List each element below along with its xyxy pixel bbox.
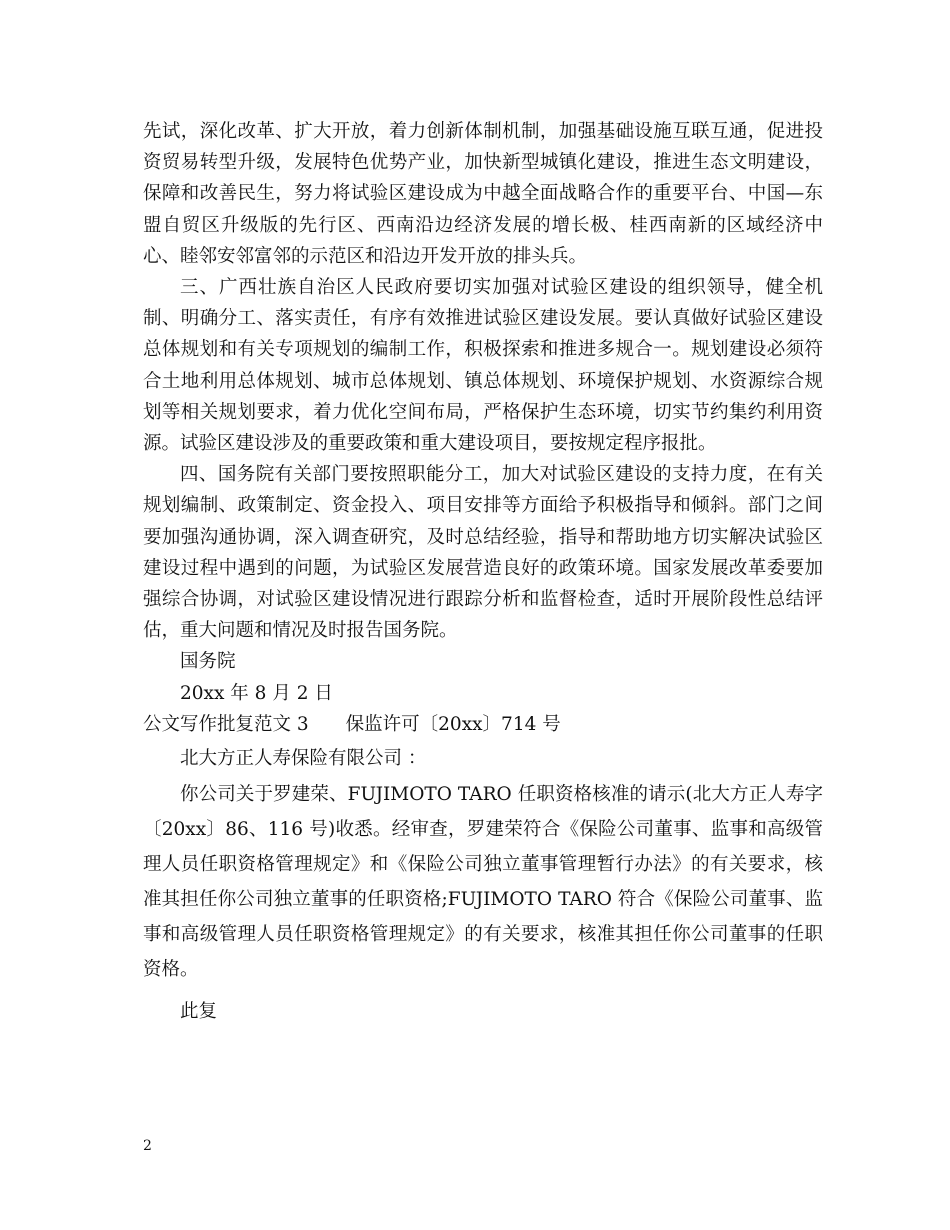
document-body [143,116,823,1030]
paragraph-section-four: 四、国务院有关部门要按照职能分工，加大对试验区建设的支持力度，在有关规划编制、政策制定、资金投入、项目安排等方面给予积极指导和倾斜。部门之间要加强沟通协调，深入调查研究，及时总结经验，指导和帮助地方切实解决试验区建设过程中遇到的问题，为试验区发展营造良好的政策环境。国家发展改革委要加强综合协调，对试验区建设情况进行跟踪分析和监督检查，适时开展阶段性总结评估，重大问题和情况及时报告国务院。 [143,464,823,642]
signer-name: 国务院 [180,651,236,673]
paragraph-section-three: 三、广西壮族自治区人民政府要切实加强对试验区建设的组织领导，健全机制、明确分工、落实责任，有序有效推进试验区建设发展。要认真做好试验区建设总体规划和有关专项规划的编制工作，积极探索和推进多规合一。规划建设必须符合土地利用总体规划、城市总体规划、镇总体规划、环境保护规划、水资源综合规划等相关规划要求，着力优化空间布局，严格保护生态环境，切实节约集约利用资源。试验区建设涉及的重要政策和重大建设项目，要按规定程序报批。 [143,277,823,455]
sign-date: 20xx 年 8 月 2 日 [180,682,333,704]
paragraph-approval-body: 你公司关于罗建荣、FUJIMOTO TARO 任职资格核准的请示(北大方正人寿字〔20xx〕86、116 号)收悉。经审查，罗建荣符合《保险公司董事、监事和高级管理人员任职资格管理规定》和《保险公司独立董事管理暂行办法》的有关要求，核准其担任你公司独立董事的任职资格;FUJIMOTO TARO 符合《保险公司董事、监事和高级管理人员任职资格管理规定》的有关要求，核准其担任你公司董事的任职资格。 [143,784,823,981]
page-number: 2 [143,1138,152,1154]
document-title-reference: 公文写作批复范文 3 保监许可〔20xx〕714 号 [143,713,561,735]
addressee-line: 北大方正人寿保险有限公司 ： [180,748,427,770]
closing-line: 此复 [180,1001,218,1023]
paragraph-continuation: 先试，深化改革、扩大开放，着力创新体制机制，加强基础设施互联互通，促进投资贸易转型升级，发展特色优势产业，加快新型城镇化建设，推进生态文明建设，保障和改善民生，努力将试验区建设成为中越全面战略合作的重要平台、中国—东盟自贸区升级版的先行区、西南沿边经济发展的增长极、桂西南新的区域经济中心、睦邻安邻富邻的示范区和沿边开发开放的排头兵。 [143,121,823,267]
